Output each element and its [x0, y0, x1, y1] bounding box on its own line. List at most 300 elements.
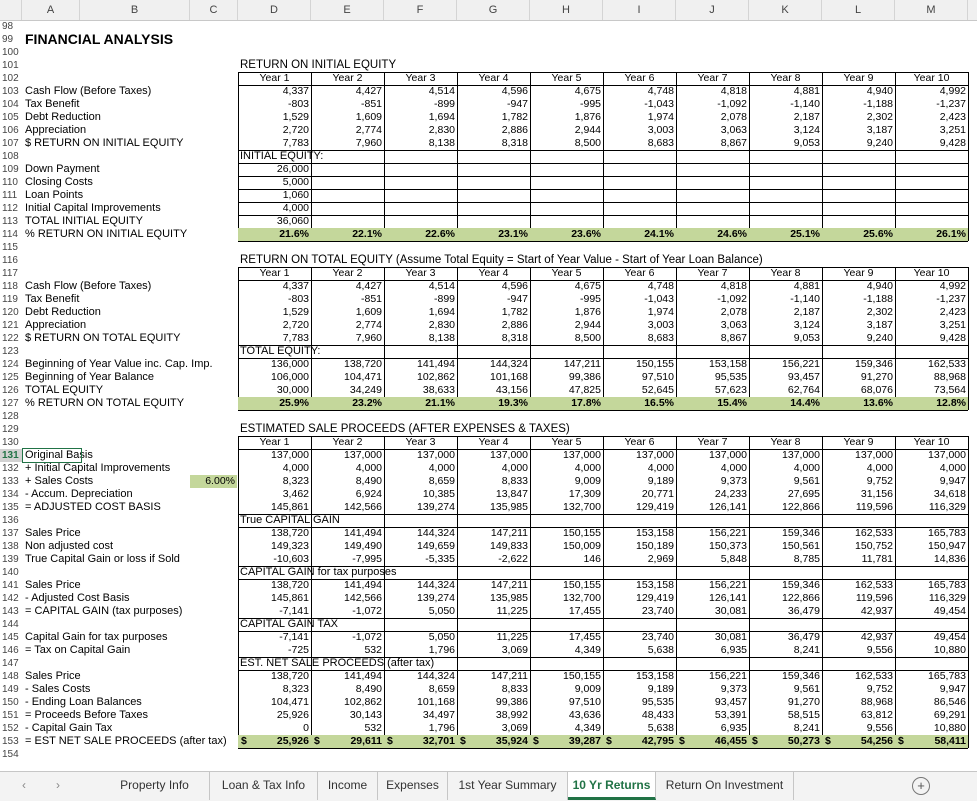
sale-value: 14,836 [933, 553, 966, 565]
sale-value: 137,000 [344, 449, 382, 461]
roie-year-header: Year 5 [551, 72, 582, 84]
sale-value: 8,490 [355, 475, 382, 487]
rote-value: 3,251 [939, 319, 966, 331]
total-equity-value: 136,000 [271, 358, 309, 370]
sale-value: 11,225 [496, 605, 528, 617]
sale-value: 153,158 [636, 579, 674, 591]
sale-value: 5,638 [647, 644, 674, 656]
sale-value: -1,072 [352, 605, 382, 617]
sale-value: 150,752 [855, 540, 893, 552]
row-header[interactable]: 131 [0, 449, 22, 462]
sale-value: 58,515 [787, 709, 820, 721]
total-equity-value: 144,324 [490, 358, 528, 370]
roie-value: 1,782 [501, 111, 528, 123]
column-header-e[interactable]: E [311, 0, 384, 20]
row-header[interactable]: 122 [2, 333, 19, 344]
total-equity-value: 99,386 [568, 371, 601, 383]
sheet-tab[interactable]: 1st Year Summary [448, 772, 568, 800]
column-header-k[interactable]: K [749, 0, 822, 20]
sale-value: 153,158 [636, 670, 674, 682]
roie-value: 3,063 [720, 124, 747, 136]
roie-value: 4,992 [939, 85, 966, 97]
roie-pct-value: 24.6% [717, 228, 747, 240]
sale-value: 137,000 [417, 449, 455, 461]
roie-value: 9,240 [866, 137, 893, 149]
row-header[interactable]: 128 [2, 411, 19, 422]
sale-value: 34,618 [933, 488, 966, 500]
rote-value: -1,188 [863, 293, 893, 305]
sale-value: 8,241 [793, 644, 820, 656]
active-cell[interactable] [22, 448, 82, 463]
roie-pct-value: 24.1% [644, 228, 674, 240]
sale-value: 144,324 [417, 579, 455, 591]
row-header[interactable]: 115 [2, 242, 18, 253]
roie-value: -947 [506, 98, 528, 110]
row-header[interactable]: 154 [2, 749, 19, 760]
rote-year-header: Year 2 [332, 267, 363, 279]
row-header[interactable]: 137 [2, 528, 19, 539]
sale-value: 132,700 [563, 501, 601, 513]
row-header[interactable]: 111 [2, 190, 18, 201]
sale-value: 137,000 [782, 449, 820, 461]
sheet-tab[interactable]: Loan & Tax Info [210, 772, 318, 800]
row-header[interactable]: 109 [2, 164, 19, 175]
sale-value: 137,000 [709, 449, 747, 461]
grid-line [968, 267, 969, 410]
row-header[interactable]: 107 [2, 138, 19, 149]
rote-value: 8,500 [574, 332, 601, 344]
initial-equity-value: 5,000 [282, 176, 309, 188]
net-proceeds-value: 35,924 [495, 735, 528, 747]
sale-value: 20,771 [641, 488, 674, 500]
grid-line [968, 72, 969, 241]
sheet-tab[interactable]: Income [318, 772, 378, 800]
row-header[interactable]: 106 [2, 125, 19, 136]
row-header[interactable]: 112 [2, 203, 18, 214]
rote-heading: RETURN ON TOTAL EQUITY (Assume Total Equity = Start of Year Value - Start of Year Loan Balance) [240, 254, 763, 266]
row-header[interactable]: 141 [2, 580, 19, 591]
row-header[interactable]: 123 [2, 346, 19, 357]
column-header-f[interactable]: F [384, 0, 457, 20]
row-header[interactable]: 101 [2, 60, 19, 71]
net-proceeds-value: 50,273 [787, 735, 820, 747]
sale-value: 162,533 [855, 579, 893, 591]
currency-symbol: $ [314, 735, 320, 747]
sale-value: 146 [583, 553, 601, 565]
sale-value: 5,050 [428, 631, 455, 643]
row-header[interactable]: 117 [2, 268, 18, 279]
row-header[interactable]: 148 [2, 671, 19, 682]
sale-value: 4,349 [574, 644, 601, 656]
sale-value: 119,596 [855, 501, 893, 513]
rote-value: 4,514 [428, 280, 455, 292]
sale-value: 17,309 [568, 488, 601, 500]
sale-value: 8,490 [355, 683, 382, 695]
sale-row-label: Non adjusted cost [25, 540, 114, 552]
net-proceeds-value: 54,256 [860, 735, 893, 747]
rote-year-header: Year 9 [843, 267, 874, 279]
roie-value: 3,003 [647, 124, 674, 136]
sale-value: 4,000 [428, 462, 455, 474]
row-header[interactable]: 144 [2, 619, 19, 630]
sale-value: 149,323 [271, 540, 309, 552]
column-header-d[interactable]: D [238, 0, 311, 20]
column-header-i[interactable]: I [603, 0, 676, 20]
total-equity-value: 91,270 [860, 371, 893, 383]
row-header[interactable]: 143 [2, 606, 19, 617]
rote-value: 8,867 [720, 332, 747, 344]
roie-value: 2,423 [939, 111, 966, 123]
sale-year-header: Year 2 [332, 436, 363, 448]
roie-value: 1,974 [647, 111, 674, 123]
initial-equity-label: Down Payment [25, 163, 100, 175]
rote-value: 1,529 [282, 306, 309, 318]
sale-value: 25,926 [276, 709, 309, 721]
sheet-tab[interactable]: Property Info [100, 772, 210, 800]
rote-year-header: Year 6 [624, 267, 655, 279]
roie-heading: RETURN ON INITIAL EQUITY [240, 59, 397, 71]
rote-value: 4,337 [282, 280, 309, 292]
sale-value: 138,720 [271, 579, 309, 591]
rote-value: 3,124 [793, 319, 820, 331]
roie-pct-value: 23.1% [498, 228, 528, 240]
sale-value: 132,700 [563, 592, 601, 604]
sale-value: 147,211 [490, 670, 528, 682]
sale-value: 147,211 [490, 579, 528, 591]
row-header[interactable]: 127 [2, 398, 19, 409]
rote-year-header: Year 8 [770, 267, 801, 279]
sale-value: 99,386 [495, 696, 528, 708]
row-header[interactable]: 138 [2, 541, 19, 552]
row-header[interactable]: 116 [2, 255, 18, 266]
sale-row-label: Sales Price [25, 670, 81, 682]
sale-value: 119,596 [855, 592, 893, 604]
page-title: FINANCIAL ANALYSIS [25, 31, 174, 47]
roie-value: -1,140 [790, 98, 820, 110]
rote-row-label: Cash Flow (Before Taxes) [25, 280, 152, 292]
row-header[interactable]: 133 [2, 476, 19, 487]
roie-value: 8,683 [647, 137, 674, 149]
row-header[interactable]: 149 [2, 684, 19, 695]
sheet-tab-bar [0, 771, 977, 801]
row-header[interactable]: 110 [2, 177, 18, 188]
total-equity-value: 106,000 [271, 371, 309, 383]
total-equity-value: 159,346 [855, 358, 893, 370]
total-equity-value: 147,211 [563, 358, 601, 370]
roie-year-header: Year 7 [697, 72, 728, 84]
sale-value: 141,494 [344, 579, 382, 591]
sale-value: 6,924 [355, 488, 382, 500]
sale-value: 6,935 [720, 722, 747, 734]
roie-year-header: Year 2 [332, 72, 363, 84]
roie-value: 2,078 [720, 111, 747, 123]
sale-row-label: Sales Price [25, 579, 81, 591]
sale-value: 42,937 [860, 631, 893, 643]
row-header[interactable]: 126 [2, 385, 19, 396]
roie-value: 3,251 [939, 124, 966, 136]
row-header[interactable]: 103 [2, 86, 19, 97]
rote-pct-value: 13.6% [863, 397, 893, 409]
net-proceeds-value: 42,795 [641, 735, 674, 747]
rote-year-header: Year 1 [259, 267, 290, 279]
sale-value: 86,546 [933, 696, 966, 708]
sale-value: 30,143 [349, 709, 382, 721]
prev-sheet-icon[interactable]: ‹ [22, 778, 26, 792]
rote-value: -1,043 [644, 293, 674, 305]
row-header[interactable]: 134 [2, 489, 19, 500]
rote-row-label: Debt Reduction [25, 306, 101, 318]
sale-row-label: + Initial Capital Improvements [25, 462, 171, 474]
sale-value: 88,968 [860, 696, 893, 708]
sale-value: 129,419 [636, 501, 674, 513]
sale-year-header: Year 8 [770, 436, 801, 448]
rote-year-header: Year 5 [551, 267, 582, 279]
row-header[interactable]: 145 [2, 632, 19, 643]
rote-pct-value: 19.3% [498, 397, 528, 409]
sale-value: 4,000 [282, 462, 309, 474]
sale-value: 9,947 [939, 475, 966, 487]
sale-value: 1,796 [428, 644, 455, 656]
initial-equity-label: Loan Points [25, 189, 84, 201]
roie-value: 4,596 [501, 85, 528, 97]
sale-year-header: Year 7 [697, 436, 728, 448]
rote-value: 4,675 [574, 280, 601, 292]
rote-value: 2,078 [720, 306, 747, 318]
rote-value: 1,609 [355, 306, 382, 318]
sale-value: -1,072 [352, 631, 382, 643]
row-header[interactable]: 114 [2, 229, 18, 240]
sale-value: 116,329 [928, 592, 966, 604]
rote-value: 9,240 [866, 332, 893, 344]
column-header-j[interactable]: J [676, 0, 749, 20]
row-header[interactable]: 152 [2, 723, 19, 734]
row-header[interactable]: 142 [2, 593, 19, 604]
rote-row-label: Appreciation [25, 319, 87, 331]
net-proceeds-value: 25,926 [276, 735, 309, 747]
sale-heading: ESTIMATED SALE PROCEEDS (AFTER EXPENSES & TAXES) [240, 423, 570, 435]
row-header[interactable]: 140 [2, 567, 19, 578]
sale-value: 23,740 [641, 605, 674, 617]
row-header[interactable]: 119 [2, 294, 18, 305]
row-header[interactable]: 113 [2, 216, 18, 227]
sale-value: 149,490 [344, 540, 382, 552]
sale-year-header: Year 3 [405, 436, 436, 448]
grid-line [238, 202, 968, 203]
sale-value: -2,622 [498, 553, 528, 565]
sheet-tab[interactable]: Return On Investment [656, 772, 794, 800]
roie-value: 4,818 [720, 85, 747, 97]
net-sale-proceeds-label: EST. NET SALE PROCEEDS (after tax) [240, 657, 435, 669]
sheet-tab[interactable]: 10 Yr Returns [568, 772, 656, 800]
sale-value: 4,000 [939, 462, 966, 474]
sale-value: 137,000 [271, 449, 309, 461]
column-header-c[interactable]: C [190, 0, 238, 20]
rote-value: 8,683 [647, 332, 674, 344]
sale-year-header: Year 6 [624, 436, 655, 448]
roie-value: 7,783 [282, 137, 309, 149]
rote-year-header: Year 7 [697, 267, 728, 279]
add-sheet-icon[interactable]: + [912, 777, 930, 795]
rote-value: -803 [287, 293, 309, 305]
sale-value: 150,155 [563, 579, 601, 591]
rote-value: -947 [506, 293, 528, 305]
roie-value: 3,187 [866, 124, 893, 136]
column-header-h[interactable]: H [530, 0, 603, 20]
sale-value: 159,346 [782, 579, 820, 591]
roie-value: 2,187 [793, 111, 820, 123]
row-header[interactable]: 125 [2, 372, 19, 383]
row-header[interactable]: 135 [2, 502, 19, 513]
column-header-m[interactable]: M [895, 0, 968, 20]
roie-pct-value: 23.6% [571, 228, 601, 240]
roie-value: 1,609 [355, 111, 382, 123]
select-all-corner[interactable] [0, 0, 22, 20]
row-header[interactable]: 108 [2, 151, 19, 162]
total-equity-value: 156,221 [782, 358, 820, 370]
grid-line [238, 514, 968, 515]
row-header[interactable]: 120 [2, 307, 19, 318]
rote-value: 4,881 [793, 280, 820, 292]
roie-value: 4,940 [866, 85, 893, 97]
sale-value: 9,556 [866, 722, 893, 734]
currency-symbol: $ [679, 735, 685, 747]
sale-value: 49,454 [933, 631, 966, 643]
row-header[interactable]: 102 [2, 73, 19, 84]
total-equity-value: 162,533 [928, 358, 966, 370]
sale-value: 4,000 [793, 462, 820, 474]
roie-pct-value: 22.1% [352, 228, 382, 240]
roie-value: 4,881 [793, 85, 820, 97]
sale-value: 138,720 [271, 670, 309, 682]
roie-pct-value: 21.6% [279, 228, 309, 240]
sale-value: 5,848 [720, 553, 747, 565]
column-header-b[interactable]: B [80, 0, 190, 20]
sale-value: 142,566 [344, 501, 382, 513]
sale-value: 9,189 [647, 475, 674, 487]
total-equity-label: TOTAL EQUITY [25, 384, 104, 396]
roie-value: 8,500 [574, 137, 601, 149]
sale-value: 153,158 [636, 527, 674, 539]
row-header[interactable]: 121 [2, 320, 19, 331]
row-header[interactable]: 129 [2, 424, 19, 435]
sales-cost-rate[interactable]: 6.00% [190, 475, 237, 488]
sale-value: 8,833 [501, 683, 528, 695]
row-header[interactable]: 104 [2, 99, 19, 110]
rote-value: 1,876 [574, 306, 601, 318]
rote-value: 9,053 [793, 332, 820, 344]
sale-value: 532 [364, 644, 382, 656]
rote-value: 2,830 [428, 319, 455, 331]
row-header[interactable]: 98 [2, 21, 14, 32]
column-header-g[interactable]: G [457, 0, 530, 20]
total-equity-value: 57,623 [714, 384, 747, 396]
row-header[interactable]: 151 [2, 710, 19, 721]
row-header[interactable]: 147 [2, 658, 19, 669]
rote-pct-value: 17.8% [571, 397, 601, 409]
total-equity-value: 138,720 [344, 358, 382, 370]
sale-value: 4,000 [720, 462, 747, 474]
roie-value: -1,092 [717, 98, 747, 110]
sale-value: 43,636 [568, 709, 601, 721]
next-sheet-icon[interactable]: › [56, 778, 60, 792]
row-header[interactable]: 150 [2, 697, 19, 708]
currency-symbol: $ [752, 735, 758, 747]
sale-value: 42,937 [860, 605, 893, 617]
row-header[interactable]: 99 [2, 34, 14, 45]
rote-value: 7,960 [355, 332, 382, 344]
column-header-a[interactable]: A [22, 0, 80, 20]
sale-row-label: - Sales Costs [25, 683, 91, 695]
row-header[interactable]: 100 [2, 47, 19, 58]
sale-row-label: = ADJUSTED COST BASIS [25, 501, 161, 513]
roie-initial-equity-label: INITIAL EQUITY: [240, 150, 324, 162]
sale-value: 122,866 [782, 501, 820, 513]
grid-line [238, 215, 968, 216]
sale-value: 9,009 [574, 475, 601, 487]
rote-value: 2,944 [574, 319, 601, 331]
sale-value: 156,221 [709, 527, 747, 539]
row-header[interactable]: 132 [2, 463, 19, 474]
roie-value: 8,867 [720, 137, 747, 149]
roie-value: 3,124 [793, 124, 820, 136]
rote-pct-value: 21.1% [425, 397, 455, 409]
sheet-tab[interactable]: Expenses [378, 772, 448, 800]
row-header[interactable]: 139 [2, 554, 19, 565]
rote-value: 2,302 [866, 306, 893, 318]
sale-value: 144,324 [417, 670, 455, 682]
row-header[interactable]: 146 [2, 645, 19, 656]
sale-row-label: + Sales Costs [25, 475, 94, 487]
row-header[interactable]: 153 [2, 736, 19, 747]
sale-value: 11,225 [496, 631, 528, 643]
sale-value: 9,561 [793, 683, 820, 695]
row-header[interactable]: 118 [2, 281, 18, 292]
sale-value: 137,000 [563, 449, 601, 461]
sale-value: 150,373 [709, 540, 747, 552]
initial-equity-value: 4,000 [282, 202, 309, 214]
roie-value: 1,694 [428, 111, 455, 123]
sale-value: 10,880 [933, 722, 966, 734]
net-proceeds-value: 29,611 [350, 735, 382, 747]
roie-value: 4,748 [647, 85, 674, 97]
rote-row-label: $ RETURN ON TOTAL EQUITY [25, 332, 181, 344]
row-header[interactable]: 105 [2, 112, 19, 123]
roie-year-header: Year 9 [843, 72, 874, 84]
rote-value: -899 [433, 293, 455, 305]
sale-value: 116,329 [928, 501, 966, 513]
total-equity-value: 95,535 [714, 371, 747, 383]
row-header[interactable]: 124 [2, 359, 19, 370]
roie-year-header: Year 1 [259, 72, 290, 84]
sale-value: 165,783 [928, 579, 966, 591]
rote-pct-value: 12.8% [936, 397, 966, 409]
initial-equity-label: TOTAL INITIAL EQUITY [25, 215, 143, 227]
sale-value: 165,783 [928, 527, 966, 539]
roie-value: -1,237 [936, 98, 966, 110]
sale-value: 145,861 [271, 592, 309, 604]
sale-value: 102,862 [344, 696, 382, 708]
sale-value: 150,155 [563, 527, 601, 539]
rote-pct-value: 14.4% [790, 397, 820, 409]
column-header-l[interactable]: L [822, 0, 895, 20]
grid-line [238, 150, 968, 151]
sale-row-label: = Tax on Capital Gain [25, 644, 131, 656]
initial-equity-label: Closing Costs [25, 176, 93, 188]
sale-value: 137,000 [490, 449, 528, 461]
row-header[interactable]: 130 [2, 437, 19, 448]
row-header[interactable]: 136 [2, 515, 19, 526]
rote-value: 4,596 [501, 280, 528, 292]
